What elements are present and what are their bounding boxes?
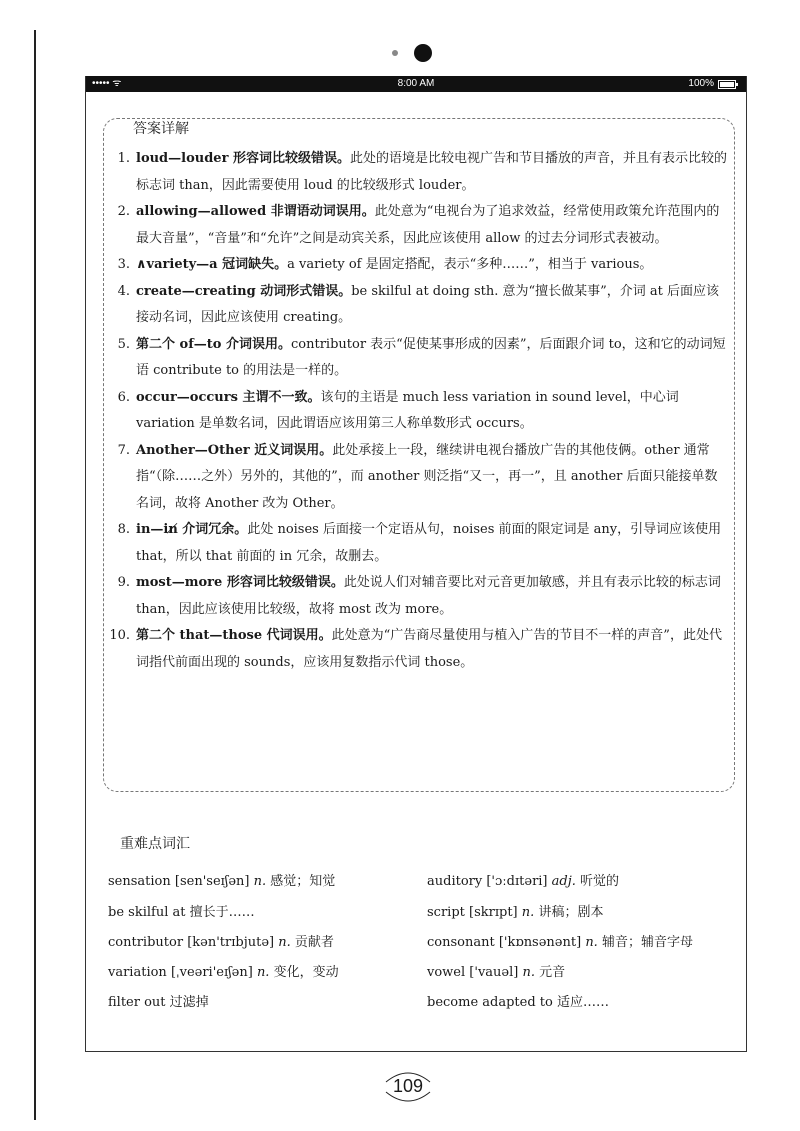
vocab-phonetic: ['ɔːdɪtəri]: [486, 874, 548, 889]
item-key: 第二个 that—those 代词误用。: [136, 628, 332, 643]
vocab-entry: [108, 873, 335, 891]
vocab-entry: [108, 904, 255, 922]
vocab-word: script: [427, 905, 465, 920]
item-explanation: contributor 表示“促使某事形成的因素”，后面跟介词 to，这和它的动词短语 contribute to 的用法是一样的。: [136, 336, 726, 378]
item-number: 8.: [117, 522, 130, 537]
vocab-pos: n.: [521, 905, 535, 920]
answer-item: [108, 623, 728, 676]
vocab-pos: n.: [278, 935, 291, 950]
vocab-phonetic: [skrɪpt]: [469, 905, 518, 920]
vocab-meaning: 适应……: [556, 995, 609, 1010]
item-number: 2.: [117, 204, 130, 219]
answer-item: [108, 517, 728, 570]
vocab-word: vowel: [427, 965, 466, 980]
vocab-phonetic: ['vauəl]: [469, 965, 519, 980]
front-camera: [414, 44, 432, 62]
vocab-meaning: 辅音；辅音字母: [601, 935, 693, 950]
binding-rule: [34, 30, 36, 1120]
item-explanation: 此处说人们对辅音要比对元音更加敏感，并且有表示比较的标志词 than，因此应该使用比较级，故将 most 改为 more。: [136, 575, 721, 617]
vocab-entry: [427, 873, 619, 891]
item-number: 1.: [117, 151, 130, 166]
vocab-meaning: 贡献者: [294, 935, 334, 950]
item-explanation: 此处的语境是比较电视广告和节目播放的声音，并且有表示比较的标志词 than，因此需要使用 loud 的比较级形式 louder。: [136, 151, 727, 193]
page-number: 109: [392, 1076, 424, 1096]
vocab-entry: [108, 934, 334, 952]
vocab-entry: [108, 964, 339, 982]
battery-fill: [720, 82, 734, 87]
vocab-pos: n.: [256, 965, 270, 980]
light-sensor: [392, 50, 398, 56]
vocab-entry: [108, 994, 209, 1012]
vocab-phonetic: [sen'seɪʃən]: [174, 874, 250, 889]
status-time: 8:00 AM: [397, 78, 435, 89]
vocab-entry: [427, 934, 693, 952]
battery-icon: [718, 80, 736, 89]
answer-item: [108, 199, 728, 252]
item-key: create—creating 动词形式错误。: [136, 283, 352, 299]
answer-list: [108, 146, 728, 676]
item-explanation: a variety of 是固定搭配，表示“多种……”，相当于 various。: [287, 257, 653, 272]
vocab-section-title: 重难点词汇: [120, 836, 190, 852]
answer-item: [108, 570, 728, 623]
item-explanation: 该句的主语是 much less variation in sound level，中心词 variation 是单数名词，因此谓语应该用第三人称单数形式 occurs。: [136, 389, 679, 431]
battery-percent: 100%: [688, 78, 714, 89]
vocab-meaning: 过滤掉: [169, 995, 209, 1010]
item-explanation: 此处意为“广告商尽量使用与植入广告的节目不一样的声音”，此处代词指代前面出现的 sounds，应该用复数指示代词 those。: [136, 628, 722, 670]
answer-section-title: 答案详解: [133, 121, 189, 137]
answer-item: [108, 279, 728, 332]
signal-wifi-icon: ••••• ᯤ: [92, 78, 122, 89]
vocab-word: become adapted to: [427, 995, 553, 1010]
vocab-word: contributor: [108, 935, 184, 950]
vocab-entry: [427, 904, 603, 922]
vocab-pos: n.: [253, 874, 267, 889]
vocab-word: variation: [108, 965, 167, 980]
vocab-word: auditory: [427, 874, 483, 889]
item-key: allowing—allowed 非谓语动词误用。: [136, 204, 375, 219]
item-number: 4.: [117, 283, 130, 299]
vocab-meaning: 擅长于……: [189, 905, 255, 920]
item-explanation: 此处承接上一段，继续讲电视台播放广告的其他伎俩。other 通常指“（除……之外）另外的，其他的”，而 another 则泛指“又一，再一”，且 another 后面只能接单数名词，故将 Another 改为 Other。: [136, 442, 718, 511]
vocab-entry: [427, 964, 565, 982]
item-key: in—in̸ 介词冗余。: [136, 522, 248, 537]
answer-item: [108, 385, 728, 438]
item-number: 10.: [109, 628, 130, 643]
vocab-meaning: 听觉的: [580, 874, 620, 889]
answer-item: [108, 438, 728, 518]
answer-item: [108, 332, 728, 385]
answer-item: [108, 146, 728, 199]
item-key: most—more 形容词比较级错误。: [136, 575, 344, 590]
vocab-meaning: 讲稿；剧本: [538, 905, 604, 920]
item-number: 9.: [117, 575, 130, 590]
vocab-word: consonant: [427, 935, 495, 950]
item-explanation: 此处 noises 后面接一个定语从句，noises 前面的限定词是 any，引导词应该使用 that，所以 that 前面的 in 冗余，故删去。: [136, 522, 722, 564]
item-key: loud—louder 形容词比较级错误。: [136, 151, 350, 166]
vocab-pos: n.: [585, 935, 598, 950]
item-key: ∧variety—a 冠词缺失。: [136, 257, 288, 272]
item-number: 3.: [117, 257, 130, 272]
vocab-word: sensation: [108, 874, 171, 889]
answer-item: [108, 252, 728, 279]
vocab-word: filter out: [108, 995, 166, 1010]
item-key: Another—Other 近义词误用。: [136, 442, 333, 458]
vocab-meaning: 元音: [539, 965, 566, 980]
vocab-phonetic: ['kɒnsənənt]: [498, 935, 582, 950]
vocab-entry: [427, 994, 609, 1012]
vocab-pos: n.: [522, 965, 535, 980]
item-key: 第二个 of—to 介词误用。: [136, 336, 291, 352]
status-bar: [86, 76, 746, 92]
item-key: occur—occurs 主谓不一致。: [136, 389, 321, 405]
page-number-badge: [378, 1062, 438, 1112]
item-explanation: be skilful at doing sth. 意为“擅长做某事”，介词 at 后面应该接动名词，因此应该使用 creating。: [136, 283, 720, 325]
vocab-phonetic: [ˌveəri'eɪʃən]: [170, 965, 253, 980]
item-number: 7.: [117, 442, 130, 458]
vocab-phonetic: [kən'trɪbjutə]: [187, 935, 275, 950]
vocab-pos: adj.: [551, 874, 576, 889]
item-number: 6.: [117, 389, 130, 405]
vocab-word: be skilful at: [108, 905, 186, 920]
item-explanation: 此处意为“电视台为了追求效益，经常使用政策允许范围内的最大音量”，“音量”和“允许”之间是动宾关系，因此应该使用 allow 的过去分词形式表被动。: [136, 204, 720, 246]
vocab-meaning: 变化，变动: [273, 965, 339, 980]
vocab-meaning: 感觉；知觉: [270, 874, 336, 889]
item-number: 5.: [117, 336, 130, 352]
